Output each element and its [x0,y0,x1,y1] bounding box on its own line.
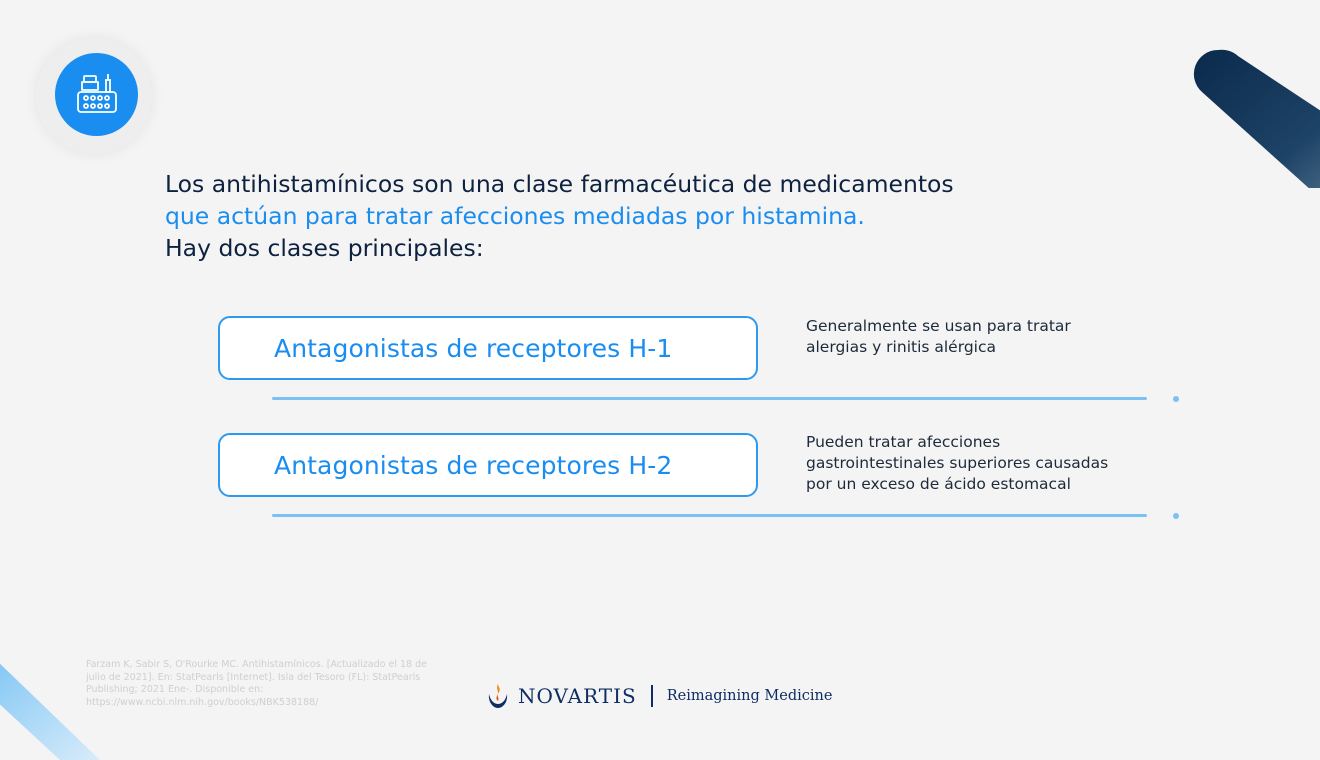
class-description-h1: Generalmente se usan para tratar alergias y rinitis alérgica [806,317,1071,356]
headline-line-2: que actúan para tratar afecciones mediadas por histamina. [165,202,865,230]
flame-icon [486,682,510,710]
divider-dot [1173,513,1179,519]
class-description-h2: Pueden tratar afecciones gastrointestinales superiores causadas por un exceso de ácido estomacal [806,433,1109,493]
class-label-h2: Antagonistas de receptores H-2 [274,450,673,480]
citation: Farzam K, Sabir S, O'Rourke MC. Antihistamínicos. [Actualizado el 18 de julio de 2021]. En: StatPearls [Internet]. Isla del Tesoro (FL): StatPearls Publishing; 2021 Ene-. Disponible en: https://www.ncbi.nlm.nih.gov/books/NBK538188/ [86,659,427,708]
logo-separator [651,685,653,707]
medication-icon [55,53,138,136]
diagonal-bar-decoration [1192,48,1320,188]
class-label-h1: Antagonistas de receptores H-1 [274,333,673,363]
class-card-h1 [218,316,758,380]
headline-line-3: Hay dos clases principales: [165,234,484,262]
class-card-h2 [218,433,758,497]
novartis-logo [486,681,832,711]
headline-line-1: Los antihistamínicos son una clase farmacéutica de medicamentos [165,170,954,198]
brand-name: NOVARTIS [518,684,637,708]
divider-line [272,397,1147,400]
brand-tagline: Reimagining Medicine [666,688,833,704]
headline [165,168,1065,264]
divider-line [272,514,1147,517]
divider-dot [1173,396,1179,402]
